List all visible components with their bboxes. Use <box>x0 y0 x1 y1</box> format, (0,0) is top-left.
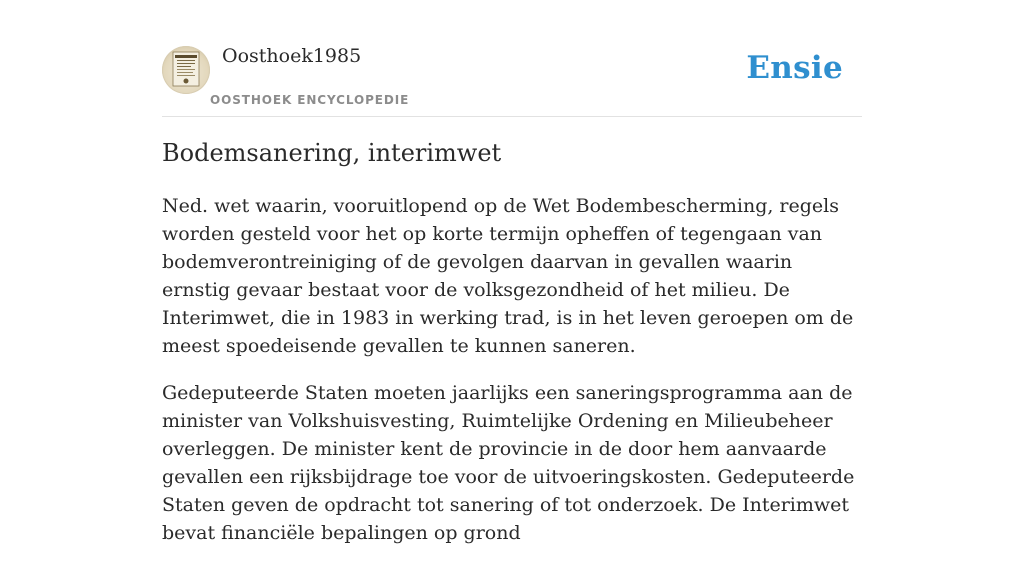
article-title: Bodemsanering, interimwet <box>162 139 502 167</box>
source-label[interactable]: OOSTHOEK ENCYCLOPEDIE <box>210 93 410 107</box>
article-paragraph-1: Ned. wet waarin, vooruitlopend op de Wet Bodembescherming, regels worden gesteld voor het op korte termijn opheffen of tegengaan van bodemverontreiniging of de gevolgen daarvan in gevallen waarin ernstig gevaar bestaat voor de volksgezondheid of het milieu. De Interimwet, die in 1983 in werking trad, is in het leven geroepen om de meest spoedeisende gevallen te kunnen saneren. <box>162 195 854 357</box>
brand-logo[interactable]: Ensie <box>746 50 843 86</box>
page-container <box>162 0 862 544</box>
article-paragraph-2: Gedeputeerde Staten moeten jaarlijks een saneringsprogramma aan de minister van Volkshuisvesting, Ruimtelijke Ordening en Milieubeheer overleggen. De minister kent de provincie in de door hem aanvaarde gevallen een rijksbijdrage toe voor de uitvoeringskosten. Gedeputeerde Staten geven de opdracht tot sanering of tot onderzoek. De Interimwet bevat financiële bepalingen op grond <box>162 382 855 544</box>
encyclopedia-book-icon <box>162 46 210 94</box>
article-body <box>162 192 862 566</box>
username[interactable]: Oosthoek1985 <box>222 45 362 67</box>
article-header <box>162 0 862 117</box>
avatar[interactable] <box>162 46 210 94</box>
